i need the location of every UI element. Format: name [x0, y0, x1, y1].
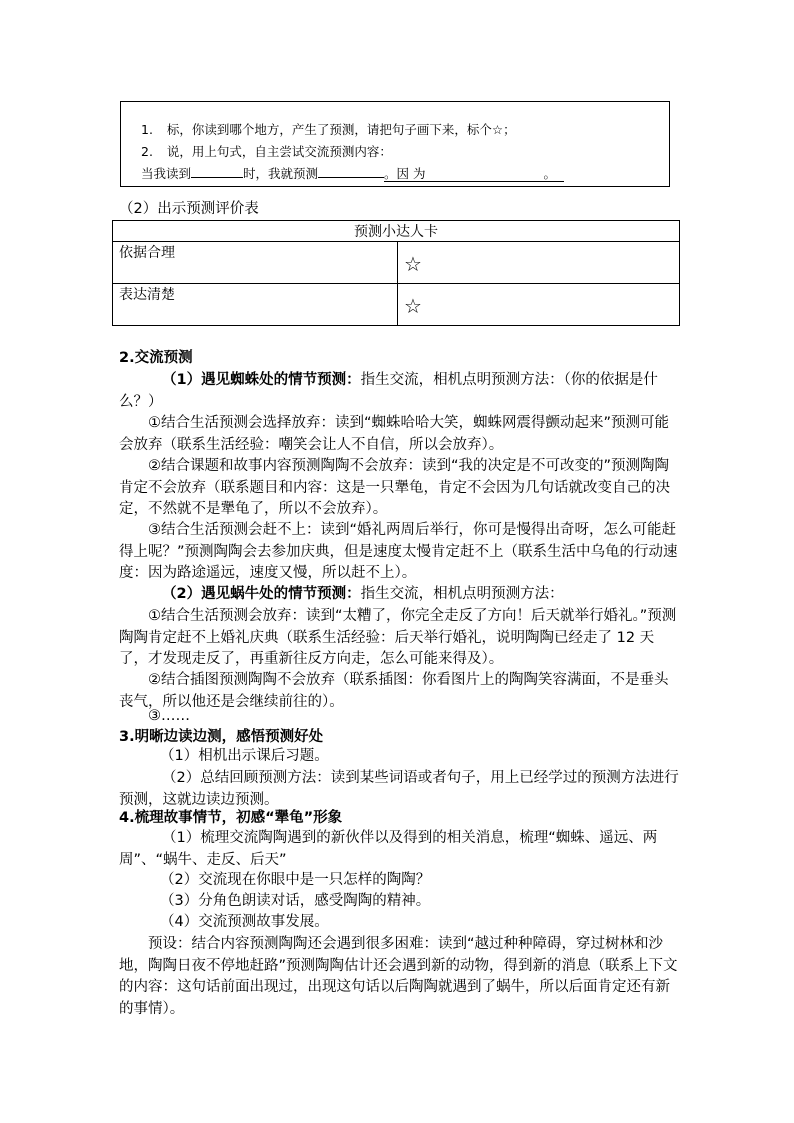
fill-blank-1 — [191, 164, 243, 178]
section4-p1: （1）梳理交流陶陶遇到的新伙伴以及得到的相关消息，梳理“蜘蛛、遥远、两周”、“蜗牛、走反、后天” — [119, 830, 658, 868]
section2-sub1-rest: 指生交流，相机点明预测方法：（你的依据是什么？） — [119, 372, 658, 410]
section2-p3: ③结合生活预测会赶不上：读到“婚礼两周后举行，你可是慢得出奇呀，怎么可能赶得上呢？”预测陶陶会去参加庆典，但是速度太慢肯定赶不上（联系生活中乌龟的行动速度：因为路途遥远，速度又慢，所以赶不上）。 — [119, 522, 678, 582]
section3-p1: （1）相机出示课后习题。 — [160, 748, 329, 764]
section3-p2: （2）总结回顾预测方法：读到某些词语或者句子，用上已经学过的预测方法进行预测，这就边读边预测。 — [119, 770, 679, 808]
section2-p1: ①结合生活预测会选择放弃：读到“蜘蛛哈哈大笑，蜘蛛网震得颤动起来”预测可能会放弃（联系生活经验：嘲笑会让人不自信，所以会放弃）。 — [119, 415, 670, 453]
fill-blank-3-wrap — [384, 166, 564, 182]
eval-row-mark-cell — [398, 242, 680, 284]
task-item-2 — [141, 142, 392, 160]
star-icon: ☆ — [404, 294, 422, 318]
section2-sub1 — [119, 370, 679, 413]
section2-sub2-title: （2）遇见蜗牛处的情节预测： — [162, 586, 361, 602]
section4-p2: （2）交流现在你眼中是一只怎样的陶陶？ — [160, 872, 431, 888]
sentence-part-1: 当我读到 — [141, 166, 192, 181]
task-item-1 — [141, 120, 516, 138]
section2-p5: ②结合插图预测陶陶不会放弃（联系插图：你看图片上的陶陶笑容满面，不是垂头丧气，所以他还是会继续前往的）。 — [119, 672, 669, 710]
section2-p4: ①结合生活预测会放弃：读到“太糟了，你完全走反了方向！后天就举行婚礼。”预测陶陶肯定赶不上婚礼庆典（联系生活经验：后天举行婚礼，说明陶陶已经走了 12 天了，才发现走反了，再重新往反方向走，怎么可能来得及）。 — [119, 608, 677, 668]
eval-table-title: 预测小达人卡 — [113, 221, 680, 242]
sentence-pattern — [141, 164, 564, 182]
sentence-part-2: 时，我就预测 — [243, 166, 319, 181]
sentence-part-4: 。 — [543, 166, 557, 181]
task-box — [120, 101, 670, 187]
section2-sub2 — [119, 584, 679, 606]
section2-sub1-title: （1）遇见蜘蛛处的情节预测： — [162, 372, 361, 388]
fill-blank-2 — [318, 164, 384, 178]
section2-p2: ②结合课题和故事内容预测陶陶不会放弃：读到“我的决定是不可改变的”预测陶陶肯定不会放弃（联系题目和内容：这是一只犟龟，肯定不会因为几句话就改变自己的决定，不然就不是犟龟了，所以不会放弃）。 — [119, 458, 670, 518]
section2-heading: 2.交流预测 — [119, 350, 193, 366]
task-item-2-number: 2. — [141, 144, 153, 159]
task-item-2-text: 说，用上句式，自主尝试交流预测内容： — [166, 144, 392, 159]
section4-p3: （3）分角色朗读对话，感受陶陶的精神。 — [160, 893, 431, 909]
star-icon: ☆ — [404, 252, 422, 276]
section4-p4: （4）交流预测故事发展。 — [160, 914, 329, 930]
section4-heading: 4.梳理故事情节，初感“犟龟”形象 — [119, 810, 343, 826]
section2-p6: ③…… — [148, 708, 190, 724]
eval-row-label: 依据合理 — [113, 242, 398, 284]
sentence-part-3: 。因 为 — [384, 166, 426, 181]
task-item-1-number: 1. — [141, 122, 153, 137]
eval-row-mark-cell — [398, 284, 680, 326]
section3-heading: 3.明晰边读边测，感悟预测好处 — [119, 729, 324, 745]
task-item-1-text: 标，你读到哪个地方，产生了预测，请把句子画下来，标个☆； — [166, 122, 516, 137]
section2-sub2-rest: 指生交流，相机点明预测方法： — [360, 586, 564, 602]
section4-p5: 预设：结合内容预测陶陶还会遇到很多困难：读到“越过种种障碍，穿过树林和沙地，陶陶日夜不停地赶路”预测陶陶估计还会遇到新的动物，得到新的消息（联系上下文的内容：这句话前面出现过，出现这句话以后陶陶就遇到了蜗牛，所以后面肯定还有新的事情）。 — [119, 936, 678, 1017]
eval-table — [112, 220, 680, 326]
eval-row-label: 表达清楚 — [113, 284, 398, 326]
eval-heading: （2）出示预测评价表 — [119, 201, 259, 217]
